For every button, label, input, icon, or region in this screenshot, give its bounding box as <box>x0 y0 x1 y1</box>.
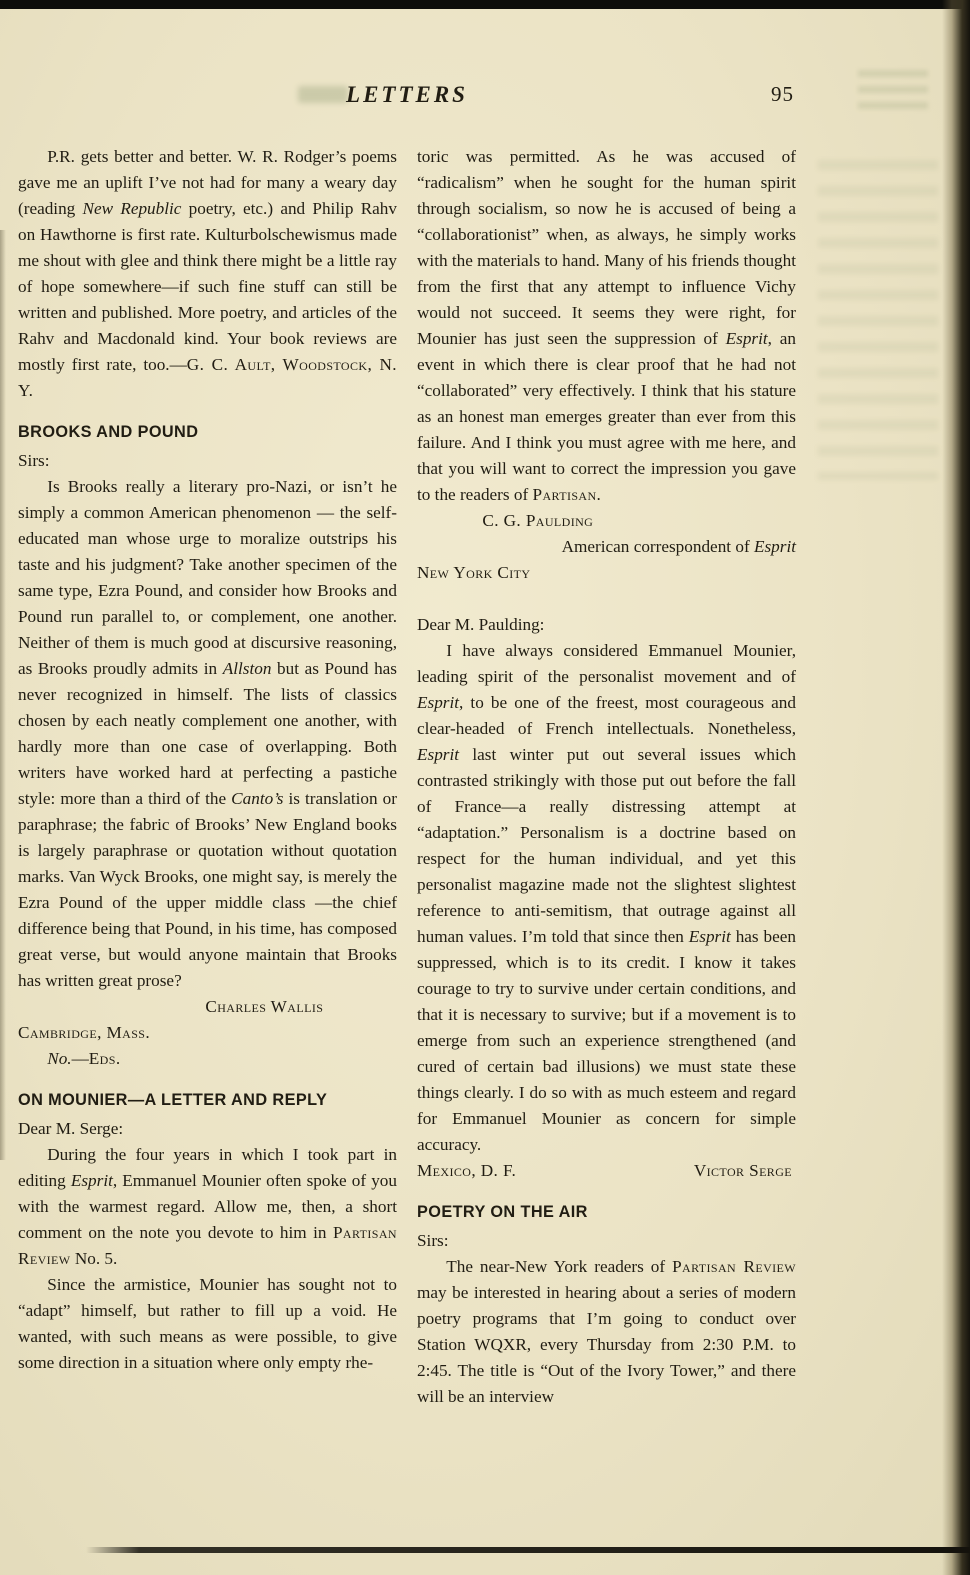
letter-line: Sirs: <box>18 451 50 470</box>
letter-line: toric was permitted. As he was accused of “radicalism” when he sought for the human spirit through socialism, so now he is accused of being a “collaborationist” when, as always, he simply works with the materials to hand. Many of his friends thought from the first that any attempt to influence Vichy would not succeed. It seems they were right, for Mounier has just seen the suppression of Esprit, an event in which there is clear proof that he had not “collaborated” very effectively. I think that his stature as an honest man emerges greater than ever from this failure. And I think you must agree with me here, and that you will want to correct the impression you gave to the readers of Partisan. <box>417 147 797 504</box>
section-heading: ON MOUNIER—A LETTER AND REPLY <box>18 1091 328 1109</box>
scan-edge-left <box>0 230 6 1160</box>
signature: American correspondent of Esprit <box>561 537 796 556</box>
letter-paragraph: I have always considered Emmanuel Mounier, leading spirit of the personalist movement and of Esprit, to be one of the freest, most courageous and clear-headed of French intellectuals. Nonetheless, Esprit last winter put out several issues which contrasted strikingly with those put out before the fall of France—a really distressing attempt at “adaptation.” Personalism is a doctrine based on respect for the human individual, and yet this personalist magazine made not the slightest slightest reference to anti-semitism, that outrage against all human values. I’m told that since then Esprit has been suppressed, which is to its credit. I know it takes courage to try to survive under certain conditions, and that it is necessary to survive; but if a movement is to emerge from such an experience strengthened (and cured of certain bad illusions) we must state these things clearly. I do so with as much esteem and regard for Emmanuel Mounier as concern for simple accuracy. <box>417 641 797 1154</box>
signature: C. G. Paulding <box>482 511 594 530</box>
letter-paragraph: Since the armistice, Mounier has sought not to “adapt” himself, but rather to fill up a void. He wanted, with such means as were possible, to give some direction in a situation where only empty rhe- <box>18 1275 397 1372</box>
letter-line: Sirs: <box>417 1231 449 1250</box>
scan-edge-bottom <box>86 1547 970 1553</box>
scan-edge-top <box>0 0 970 9</box>
letter-line: Cambridge, Mass. <box>18 1023 151 1042</box>
page-number: 95 <box>771 82 794 106</box>
letter-paragraph: Is Brooks really a literary pro-Nazi, or isn’t he simply a common American phenomenon — the self-educated man whose urge to moralize outstrips his taste and his judgment? Take another specimen of the same type, Ezra Pound, and consider how Brooks and Pound run parallel to, or complement, one another. Neither of them is much good at discursive reasoning, as Brooks proudly admits in Allston but as Pound has never recognized in himself. The lists of classics chosen by each neatly complement one another, with hardly more than one case of overlapping. Both writers have worked hard at perfecting a pastiche style: more than a third of the Canto’s is translation or paraphrase; the fabric of Brooks’ New England books is largely paraphrase or quotation without quotation marks. Van Wyck Brooks, one might say, is merely the Ezra Pound of the upper middle class —the chief difference being that Pound, in his time, has composed great verse, but would anyone maintain that Brooks has written great prose? <box>18 477 397 990</box>
scan-artifact-showthrough <box>818 160 938 480</box>
letter-paragraph: No.—Eds. <box>47 1049 121 1068</box>
scan-artifact-ghost <box>858 70 928 110</box>
letter-paragraph: During the four years in which I took part in editing Esprit, Emmanuel Mounier often spoke of you with the warmest regard. Allow me, then, a short comment on the note you devote to him in Partisan Review No. 5. <box>18 1145 397 1268</box>
signature: Charles Wallis <box>205 997 324 1016</box>
signature-line <box>417 1158 796 1184</box>
page-content <box>18 80 796 1410</box>
section-title: LETTERS <box>346 82 468 107</box>
letter-paragraph: P.R. gets better and better. W. R. Rodger’s poems gave me an uplift I’ve not had for many a weary day (reading New Republic poetry, etc.) and Philip Rahv on Hawthorne is first rate. Kulturbolschewismus made me shout with glee and think there might be a little ray of hope somewhere—if such fine stuff can still be written and published. More poetry, and articles of the Rahv and Macdonald kind. Your book reviews are mostly first rate, too.—G. C. Ault, Woodstock, N. Y. <box>18 147 397 400</box>
right-column <box>417 144 796 1410</box>
letter-paragraph: The near-New York readers of Partisan Review may be interested in hearing about a series of modern poetry programs that I’m going to conduct over Station WQXR, every Thursday from 2:30 P.M. to 2:45. The title is “Out of the Ivory Tower,” and there will be an interview <box>417 1257 796 1406</box>
signature-place: Mexico, D. F. <box>417 1161 517 1180</box>
line-spacer <box>417 586 796 612</box>
signature-name: Victor Serge <box>693 1161 792 1180</box>
letter-line: Dear M. Serge: <box>18 1119 124 1138</box>
left-column <box>18 144 397 1410</box>
scan-edge-right <box>942 0 970 1575</box>
letter-line: Dear M. Paulding: <box>417 615 545 634</box>
page-header <box>18 80 796 124</box>
section-heading: POETRY ON THE AIR <box>417 1203 588 1221</box>
section-heading: BROOKS AND POUND <box>18 423 199 441</box>
letter-line: New York City <box>417 563 531 582</box>
two-column-layout <box>18 144 796 1410</box>
